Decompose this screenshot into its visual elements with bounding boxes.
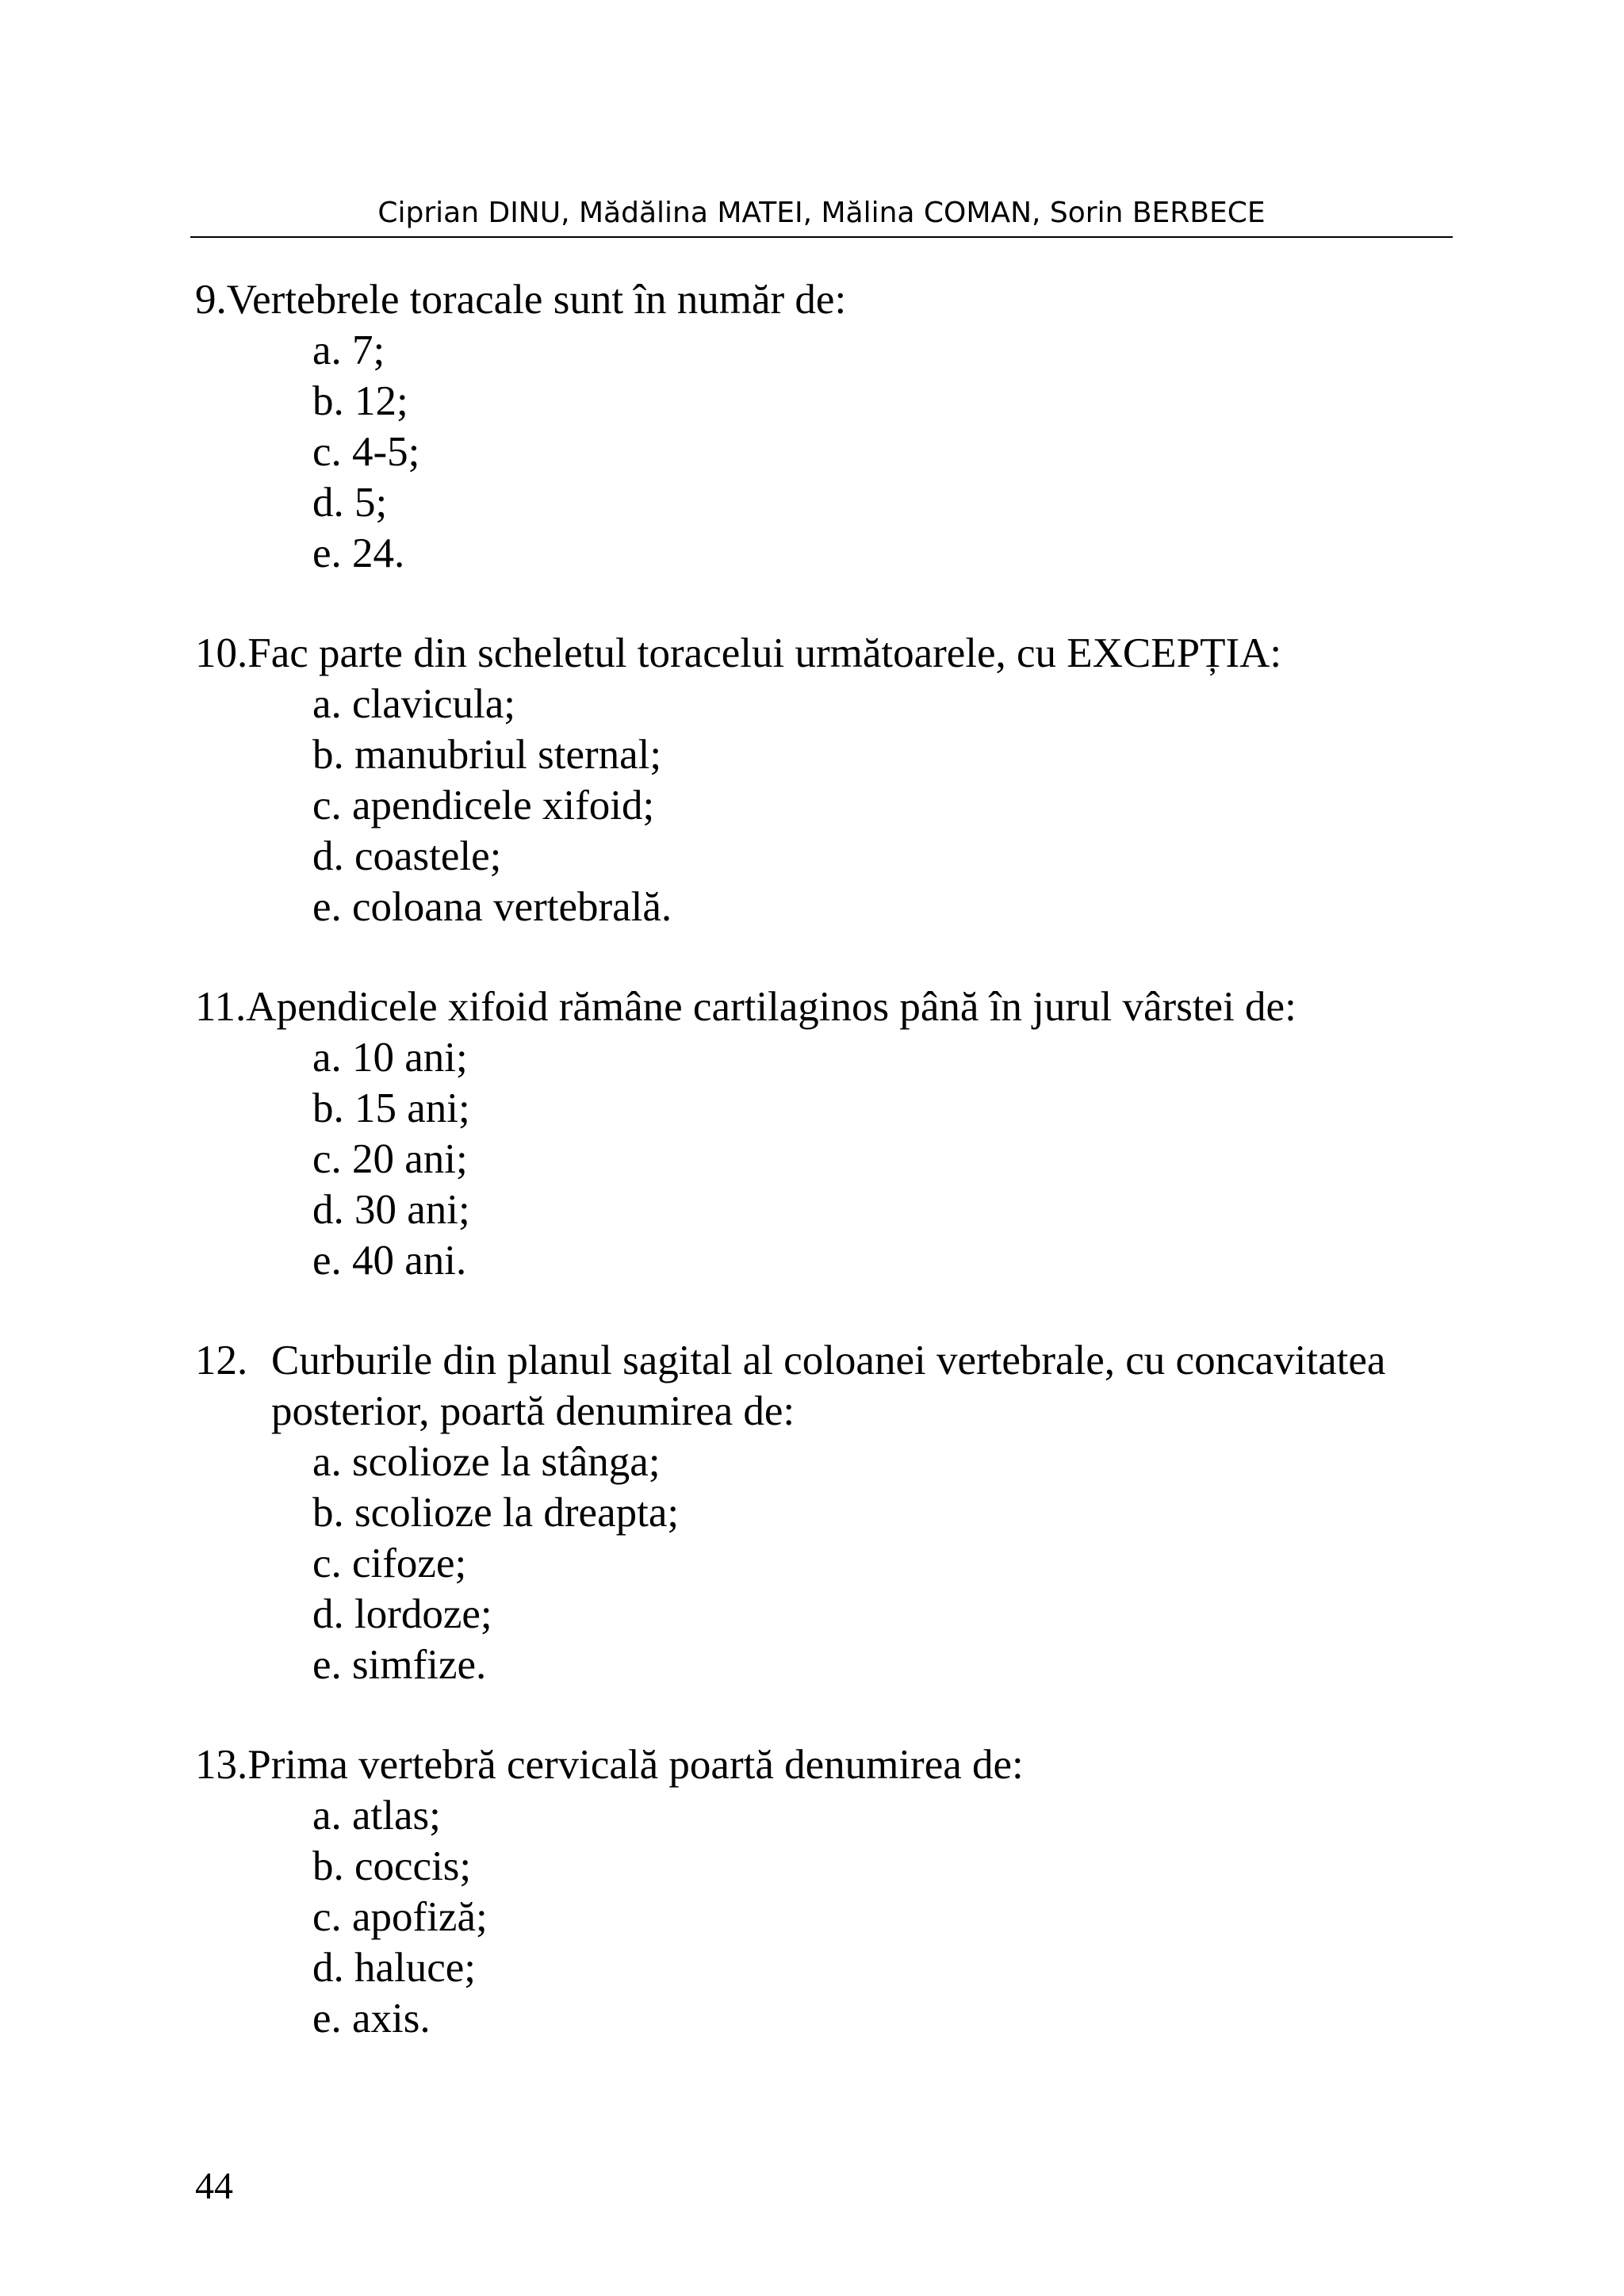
question-9 [195,274,1464,579]
option-d: d. lordoze; [312,1591,492,1637]
option-d: d. coastele; [312,833,502,879]
question-stem [195,274,1464,325]
option-a: a. atlas; [312,1793,441,1839]
option-b: b. 12; [312,378,408,424]
question-stem [195,982,1464,1032]
question-12 [195,1335,1464,1690]
option-a: a. 10 ani; [312,1035,468,1081]
question-number: 12. [195,1337,248,1383]
question-13 [195,1739,1464,2044]
option-e: e. simfize. [312,1642,487,1688]
question-number: 9. [195,277,227,323]
question-stem [195,1739,1464,1790]
answer-options [195,1437,1464,1690]
option-a: a. 7; [312,327,385,373]
question-text: Apendicele xifoid rămâne cartilaginos până în jurul vârstei de: [246,984,1297,1030]
running-header: Ciprian DINU, Mădălina MATEI, Mălina COMAN, Sorin BERBECE [377,197,1266,229]
option-d: d. 5; [312,480,388,526]
option-e: e. 24. [312,530,405,576]
answer-options [195,325,1464,579]
option-c: c. cifoze; [312,1540,467,1586]
option-a: a. scolioze la stânga; [312,1439,661,1485]
question-text: Fac parte din scheletul toracelui următoarele, cu EXCEPȚIA: [247,630,1282,676]
question-number: 13. [195,1742,248,1788]
option-b: b. 15 ani; [312,1085,470,1131]
page-number: 44 [195,2165,233,2207]
option-d: d. 30 ani; [312,1187,470,1233]
option-c: c. 20 ani; [312,1136,468,1182]
question-text: Prima vertebră cervicală poartă denumirea de: [247,1742,1024,1788]
question-stem [195,628,1464,679]
option-c: c. 4-5; [312,429,420,475]
option-c: c. apofiză; [312,1894,488,1940]
option-c: c. apendicele xifoid; [312,783,655,828]
question-stem [195,1335,1464,1437]
option-b: b. coccis; [312,1843,472,1889]
answer-options [195,1790,1464,2044]
option-b: b. scolioze la dreapta; [312,1490,680,1536]
option-e: e. 40 ani. [312,1238,467,1284]
option-e: e. coloana vertebrală. [312,884,672,930]
option-a: a. clavicula; [312,681,516,727]
question-text: Curburile din planul sagital al coloanei vertebrale, cu concavitatea posterior, poartă denumirea de: [271,1337,1386,1434]
question-number: 11. [195,984,247,1030]
question-text: Vertebrele toracale sunt în număr de: [226,277,847,323]
question-number: 10. [195,630,248,676]
question-list [195,274,1464,2044]
option-d: d. haluce; [312,1945,477,1991]
answer-options [195,679,1464,932]
question-11 [195,982,1464,1286]
option-e: e. axis. [312,1996,431,2042]
header-divider [190,236,1453,238]
question-10 [195,628,1464,932]
answer-options [195,1032,1464,1286]
option-b: b. manubriul sternal; [312,732,662,778]
